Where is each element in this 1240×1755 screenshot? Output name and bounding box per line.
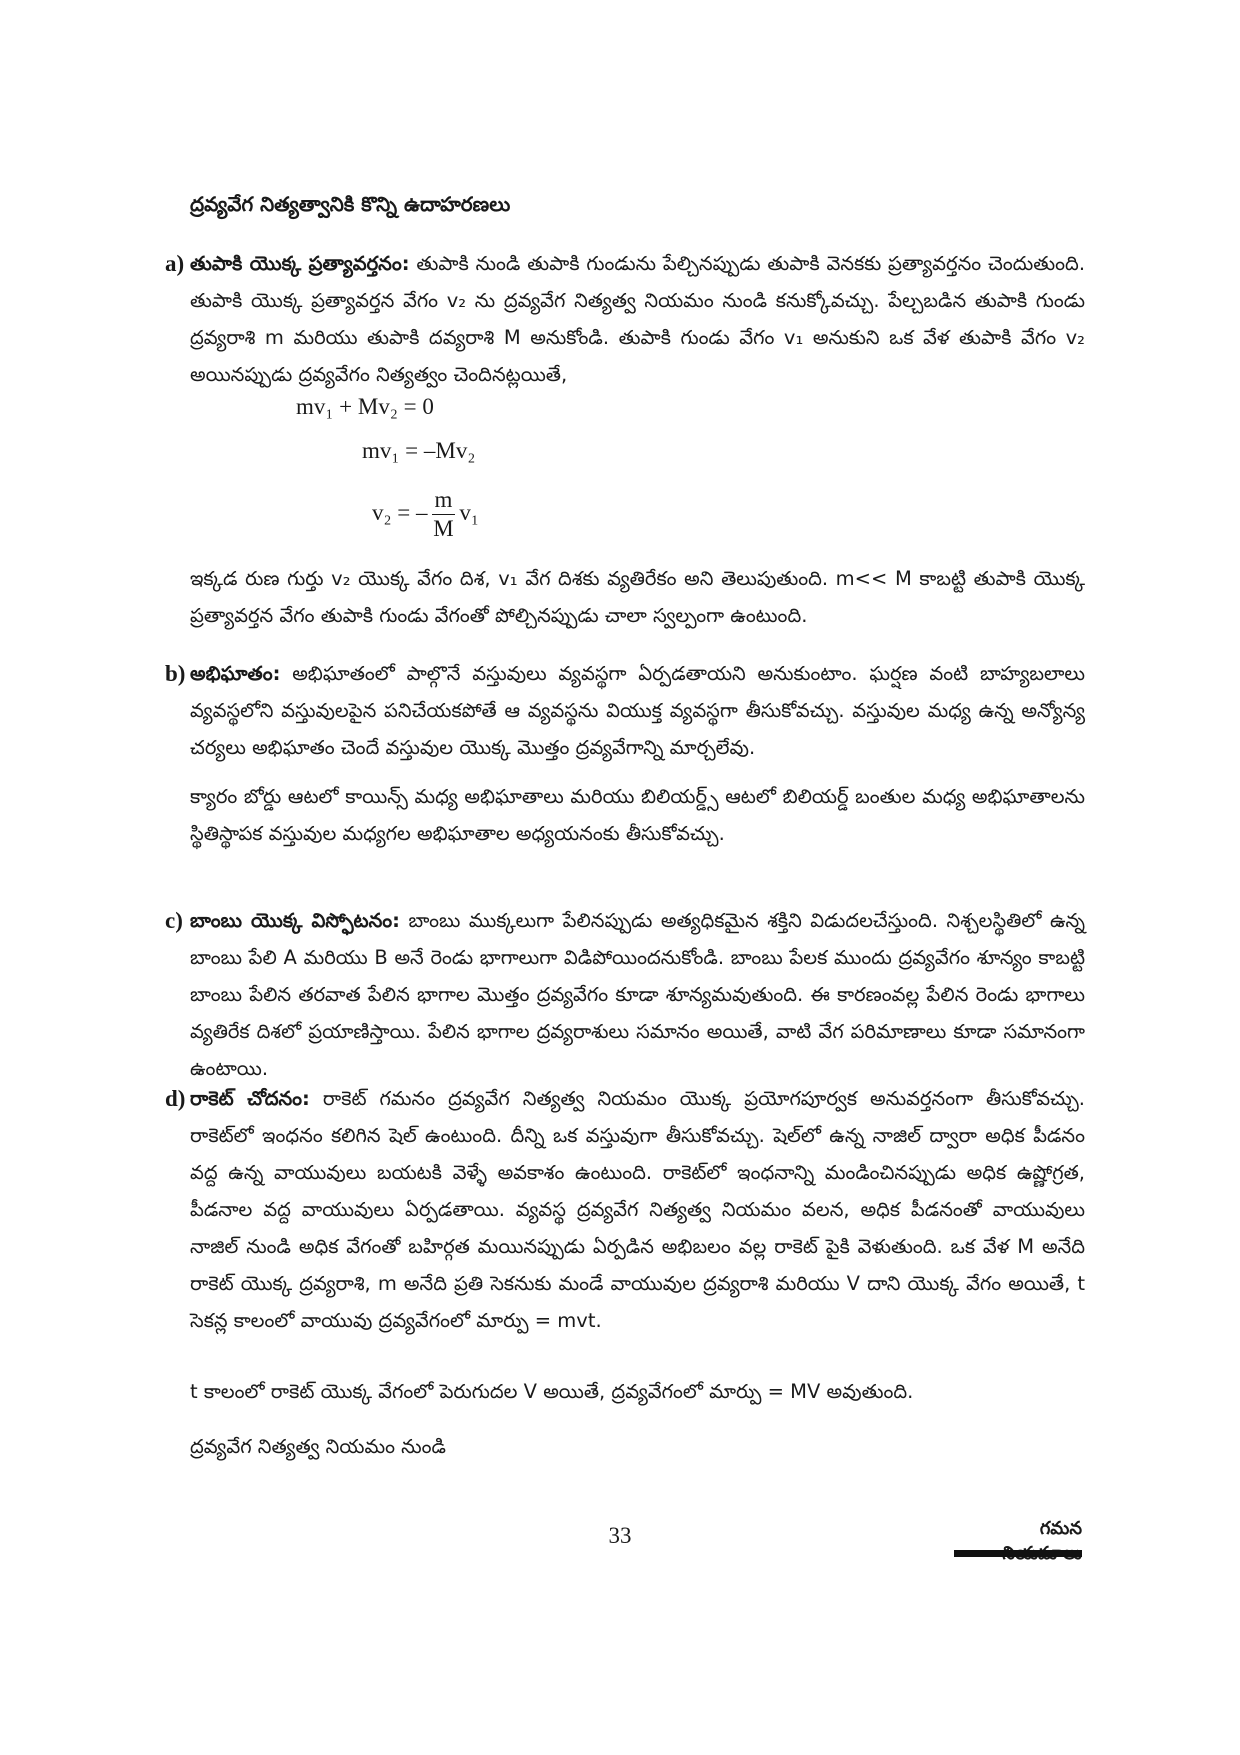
section-b-para-2: క్యారం బోర్డు ఆటలో కాయిన్స్ మధ్య అభిఘాతాలు మరియు బిలియర్డ్స్ ఆటలో బిలియర్డ్ బంతుల మధ్య అభిఘాతాలను స్థితిస్థాపక వస్తువుల మధ్యగల అభిఘాతాల అధ్యయనంకు తీసుకోవచ్చు. <box>190 785 1085 845</box>
section-b <box>165 655 1085 852</box>
section-title: రాకెట్ చోదనం: <box>190 1087 310 1110</box>
equation-2: mv₁ = –Mv₂ <box>362 438 476 463</box>
section-a-conclusion <box>165 560 1085 634</box>
section-d-para <box>190 1080 1085 1339</box>
section-b-para-1 <box>190 655 1085 766</box>
fraction-denominator: M <box>433 516 454 541</box>
section-text: రాకెట్ గమనం ద్రవ్యవేగ నిత్యత్వ నియమం యొక్క ప్రయోగపూర్వక అనువర్తనంగా తీసుకోవచ్చు. రాకెట్‌లో ఇంధనం కలిగిన షెల్ ఉంటుంది. దీన్ని ఒక వస్తువుగా తీసుకోవచ్చు. షెల్‌లో ఉన్న నాజిల్ ద్వారా అధిక పీడనం వద్ద ఉన్న వాయువులు బయటకి వెళ్ళే అవకాశం ఉంటుంది. రాకెట్‌లో ఇంధనాన్ని మండించినప్పుడు అధిక ఉష్ణోగ్రత, పీడనాల వద్ద వాయువులు ఏర్పడతాయి. వ్యవస్థ ద్రవ్యవేగ నిత్యత్వ నియమం వలన, అధిక పీడనంతో వాయువులు నాజిల్ నుండి అధిక వేగంతో బహిర్గత మయినప్పుడు ఏర్పడిన అభిబలం వల్ల రాకెట్ పైకి వెళుతుంది. ఒక వేళ M అనేది రాకెట్ యొక్క ద్రవ్యరాశి, m అనేది ప్రతి సెకనుకు మండే వాయువుల ద్రవ్యరాశి మరియు V దాని యొక్క వేగం అయితే, t సెకన్ల కాలంలో వాయువు ద్రవ్యవేగంలో మార్పు = mvt. <box>190 1087 1085 1332</box>
page-number: 33 <box>608 1523 632 1548</box>
footer-rule <box>954 1550 1082 1557</box>
equation-3-rhs: v₁ <box>459 499 479 525</box>
rocket-velocity-line: t కాలంలో రాకెట్ యొక్క వేగంలో పెరుగుదల V అయితే, ద్రవ్యవేగంలో మార్పు = MV అవుతుంది. <box>190 1380 914 1403</box>
section-title: బాంబు యొక్క విస్ఫోటనం: <box>190 909 400 932</box>
section-text: బాంబు ముక్కలుగా పేలినప్పుడు అత్యధికమైన శక్తిని విడుదలచేస్తుంది. నిశ్చలస్థితిలో ఉన్న బాంబు పేలి A మరియు B అనే రెండు భాగాలుగా విడిపోయిందనుకోండి. బాంబు పేలక ముందు ద్రవ్యవేగం శూన్యం కాబట్టి బాంబు పేలిన తరవాత పేలిన భాగాల మొత్తం ద్రవ్యవేగం కూడా శూన్యమవుతుంది. ఈ కారణంవల్ల పేలిన రెండు భాగాలు వ్యతిరేక దిశలో ప్రయాణిస్తాయి. పేలిన భాగాల ద్రవ్యరాశులు సమానం అయితే, వాటి వేగ పరిమాణాలు కూడా సమానంగా ఉంటాయి. <box>190 909 1086 1080</box>
section-c-para <box>190 902 1085 1087</box>
conservation-line: ద్రవ్యవేగ నిత్యత్వ నియమం నుండి <box>190 1435 446 1458</box>
section-marker: a) <box>165 251 185 276</box>
fraction-numerator: m <box>432 486 456 515</box>
section-heading: ద్రవ్యవేగ నిత్యత్వానికి కొన్ని ఉదాహరణలు <box>190 192 511 216</box>
section-c <box>165 902 1085 1087</box>
section-marker: d) <box>165 1086 186 1111</box>
equation-1: mv₁ + Mv₂ = 0 <box>296 394 434 419</box>
chapter-title: గమన <box>1039 1518 1082 1539</box>
section-text: అభిఘాతంలో పాల్గొనే వస్తువులు వ్యవస్థగా ఏర్పడతాయని అనుకుంటాం. ఘర్షణ వంటి బాహ్యబలాలు వ్యవస్థలోని వస్తువులపైన పనిచేయకపోతే ఆ వ్యవస్థను వియుక్త వ్యవస్థగా తీసుకోవచ్చు. వస్తువుల మధ్య ఉన్న అన్యోన్య చర్యలు అభిఘాతం చెందే వస్తువుల యొక్క మొత్తం ద్రవ్యవేగాన్ని మార్చలేవు. <box>190 662 1085 759</box>
section-marker: c) <box>165 908 183 933</box>
section-title: తుపాకి యొక్క ప్రత్యావర్తనం: <box>190 252 410 275</box>
section-marker: b) <box>165 661 186 686</box>
section-text: తుపాకి నుండి తుపాకి గుండును పేల్చినప్పుడు తుపాకి వెనకకు ప్రత్యావర్తనం చెందుతుంది. తుపాకి యొక్క ప్రత్యావర్తన వేగం v₂ ను ద్రవ్యవేగ నిత్యత్వ నియమం నుండి కనుక్కోవచ్చు. పేల్చబడిన తుపాకి గుండు ద్రవ్యరాశి m మరియు తుపాకి దవ్యరాశి M అనుకోండి. తుపాకి గుండు వేగం v₁ అనుకుని ఒక వేళ తుపాకి వేగం v₂ అయినప్పుడు ద్రవ్యవేగం నిత్యత్వం చెందినట్లయితే, <box>190 252 1086 386</box>
section-text: ఇక్కడ రుణ గుర్తు v₂ యొక్క వేగం దిశ, v₁ వేగ దిశకు వ్యతిరేకం అని తెలుపుతుంది. m<< M కాబట్టి తుపాకి యొక్క ప్రత్యావర్తన వేగం తుపాకి గుండు వేగంతో పోల్చినప్పుడు చాలా స్వల్పంగా ఉంటుంది. <box>190 567 1085 627</box>
section-title: అభిఘాతం: <box>190 662 281 685</box>
section-a-intro <box>190 245 1085 393</box>
fraction <box>432 486 456 543</box>
equation-3-lhs: v₂ = – <box>372 499 428 525</box>
section-a <box>165 245 1085 393</box>
equation-3 <box>372 486 479 543</box>
section-d <box>165 1080 1085 1339</box>
